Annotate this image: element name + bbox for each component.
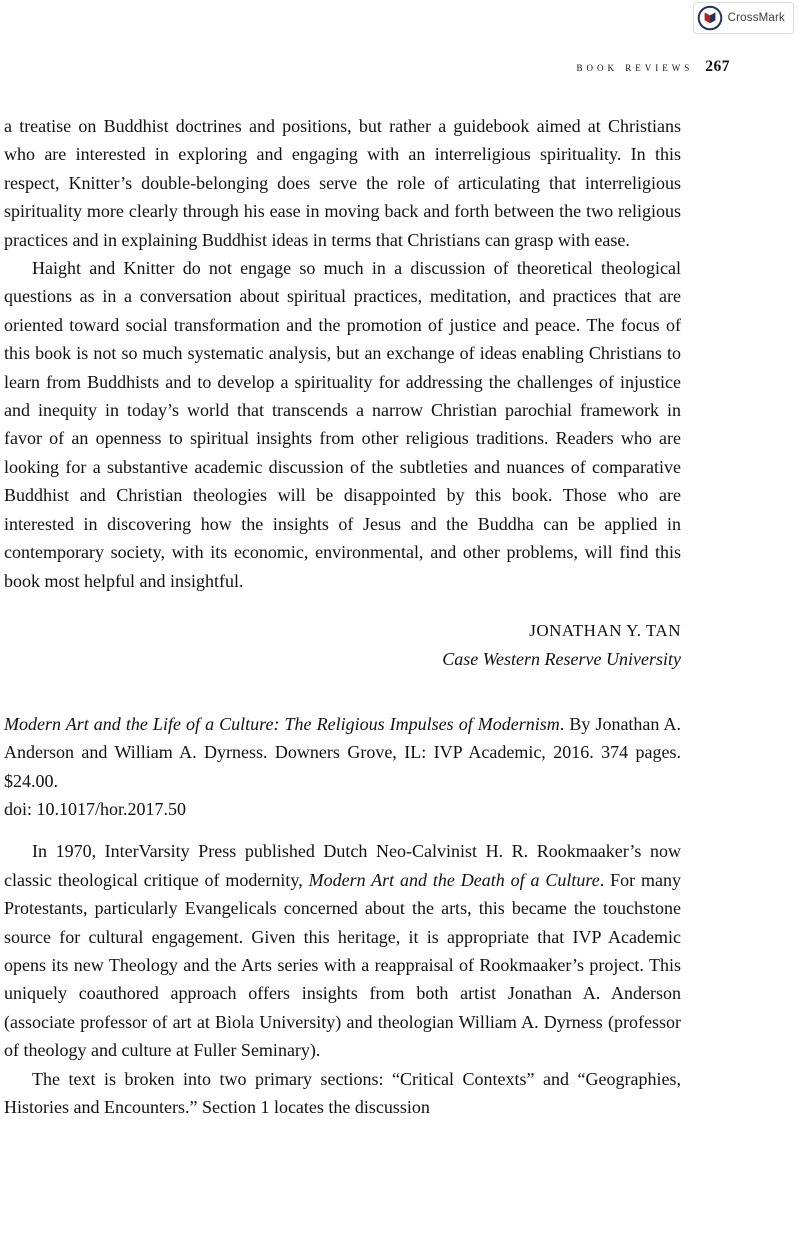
review-paragraph-partial: The text is broken into two primary sections: “Critical Contexts” and “Geographies, Histories and Encounters.” Section 1 locates the discussion (4, 1068, 681, 1117)
book-title-inline: Modern Art and the Death of a Culture (308, 869, 600, 890)
paragraph-text: . For many Protestants, particularly Evangelicals concerned about the arts, this became the touchstone source for cultural engagement. Given this heritage, it is appropriate that IVP Academic opens its new Theology and the Arts series with a reappraisal of Rookmaaker’s project. This uniquely coauthored approach offers insights from both artist Jonathan A. Anderson (associate professor of art at Biola University) and theologian William A. Dyrness (professor of theology and culture at Fuller Seminary). (4, 869, 681, 1061)
book-citation (4, 710, 681, 824)
running-head-section: book reviews (576, 59, 694, 74)
running-head (577, 58, 731, 76)
review-paragraph-continued: a treatise on Buddhist doctrines and positions, but rather a guidebook aimed at Christians who are interested in exploring and engaging with an interreligious spirituality. In this respect, Knitter’s double-belonging does serve the role of articulating that interreligious spirituality more clearly through his ease in moving back and forth between the two religious practices and in explaining Buddhist ideas in terms that Christians can grasp with ease. (4, 116, 681, 250)
text-column (4, 112, 681, 1121)
attribution-block (4, 617, 681, 674)
reviewer-name: JONATHAN Y. TAN (529, 620, 681, 640)
doi-line: doi: 10.1017/hor.2017.50 (4, 798, 187, 819)
review-paragraph: Haight and Knitter do not engage so much in a discussion of theoretical theological questions as in a conversation about spiritual practices, meditation, and practices that are oriented toward social transformation and the promotion of justice and peace. The focus of this book is not so much systematic analysis, but an exchange of ideas enabling Christians to learn from Buddhists and to develop a spirituality for addressing the challenges of injustice and inequity in today’s world that transcends a narrow Christian parochial framework in favor of an openness to spiritual insights from other religious traditions. Readers who are looking for a substantive academic discussion of the subtleties and nuances of comparative Buddhist and Christian theologies will be disappointed by this book. Those who are interested in discovering how the insights of Jesus and the Buddha can be applied in contemporary society, with its economic, environmental, and other problems, will find this book most helpful and insightful. (4, 258, 681, 591)
paragraph-text: In 1970, InterVarsity Press published Dutch Neo-Calvinist H. R. Rookmaaker’s now classic theological critique of modernity, (4, 841, 681, 890)
crossmark-label: CrossMark (727, 12, 785, 24)
crossmark-icon (697, 5, 723, 31)
page-number: 267 (705, 58, 730, 75)
crossmark-badge[interactable] (693, 2, 794, 34)
review-paragraph (4, 837, 681, 1064)
reviewer-affiliation: Case Western Reserve University (442, 649, 681, 670)
book-title: Modern Art and the Life of a Culture: The Religious Impulses of Modernism (4, 713, 560, 734)
citation-details: . By Jonathan A. Anderson and William A. Dyrness. Downers Grove, IL: IVP Academic, 2016. 374 pages. $24.00. (4, 713, 681, 791)
